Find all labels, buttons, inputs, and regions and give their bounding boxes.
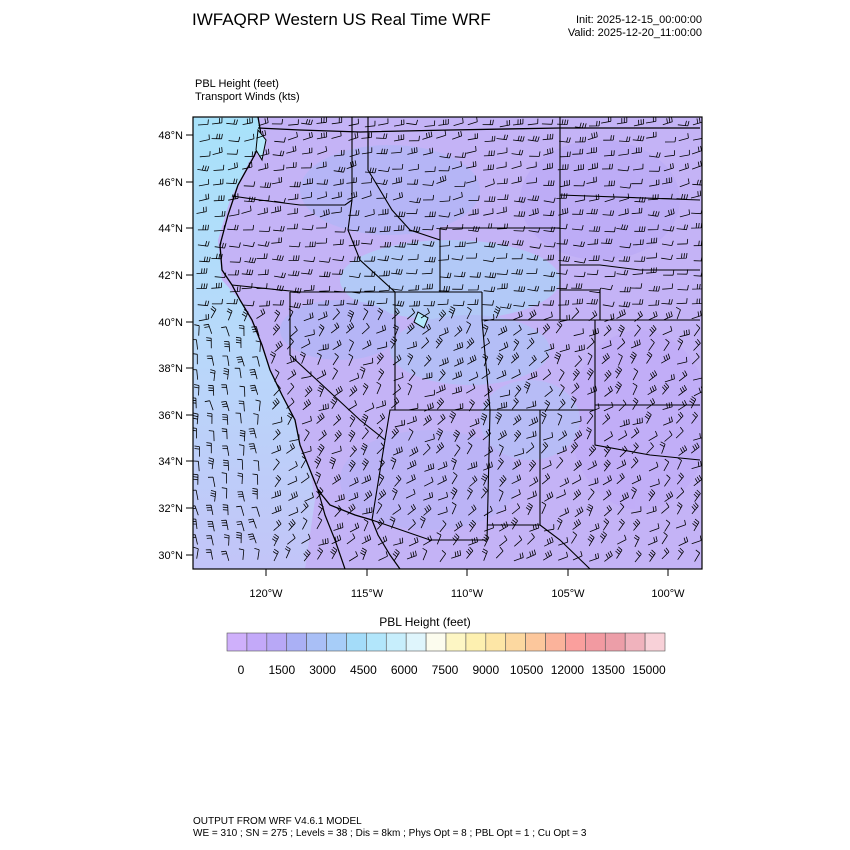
colorbar-swatch — [645, 633, 665, 651]
field-label-winds: Transport Winds (kts) — [195, 91, 300, 103]
colorbar-swatch — [227, 633, 247, 651]
lat-label: 38°N — [158, 363, 183, 375]
colorbar-swatch — [446, 633, 466, 651]
colorbar-swatch — [546, 633, 566, 651]
lat-axis — [158, 130, 193, 562]
lon-label: 105°W — [551, 588, 585, 600]
colorbar-tick-label: 6000 — [390, 663, 418, 677]
plot-title: IWFAQRP Western US Real Time WRF — [192, 10, 491, 29]
colorbar — [227, 633, 666, 677]
lon-axis — [249, 569, 685, 600]
colorbar-swatch — [406, 633, 426, 651]
lat-label: 32°N — [158, 503, 183, 515]
lat-label: 44°N — [158, 223, 183, 235]
colorbar-tick-label: 13500 — [591, 663, 625, 677]
colorbar-tick-label: 3000 — [309, 663, 336, 677]
colorbar-swatch — [366, 633, 386, 651]
colorbar-tick-label: 10500 — [509, 663, 544, 677]
map-panel — [190, 116, 710, 569]
footer-model: OUTPUT FROM WRF V4.6.1 MODEL — [193, 816, 362, 827]
lat-label: 30°N — [158, 550, 183, 562]
init-time: Init: 2025-12-15_00:00:00 — [576, 14, 702, 26]
lon-label: 115°W — [350, 588, 384, 600]
colorbar-swatch — [486, 633, 506, 651]
valid-time: Valid: 2025-12-20_11:00:00 — [567, 27, 702, 39]
colorbar-swatch — [506, 633, 526, 651]
lat-label: 36°N — [158, 410, 183, 422]
colorbar-swatch — [267, 633, 287, 651]
colorbar-tick-label: 12000 — [550, 663, 585, 677]
colorbar-tick-label: 9000 — [472, 663, 500, 677]
colorbar-swatch — [585, 633, 605, 651]
lon-label: 100°W — [651, 588, 685, 600]
colorbar-swatch — [565, 633, 585, 651]
colorbar-tick-label: 0 — [237, 663, 245, 677]
colorbar-title: PBL Height (feet) — [379, 615, 471, 629]
colorbar-swatch — [386, 633, 406, 651]
colorbar-swatch — [526, 633, 546, 651]
field-label-pbl: PBL Height (feet) — [195, 78, 279, 90]
colorbar-swatch — [346, 633, 366, 651]
colorbar-swatch — [625, 633, 645, 651]
lon-label: 120°W — [249, 588, 283, 600]
colorbar-swatch — [426, 633, 446, 651]
lat-label: 42°N — [158, 270, 183, 282]
colorbar-swatch — [466, 633, 486, 651]
colorbar-swatch — [247, 633, 267, 651]
colorbar-tick-label: 7500 — [431, 663, 459, 677]
colorbar-tick-label: 1500 — [268, 663, 296, 677]
footer-config: WE = 310 ; SN = 275 ; Levels = 38 ; Dis = 8km ; Phys Opt = 8 ; PBL Opt = 1 ; Cu Opt = 3 — [193, 828, 587, 839]
colorbar-tick-label: 4500 — [350, 663, 377, 677]
colorbar-swatch — [307, 633, 327, 651]
lat-label: 40°N — [158, 317, 183, 329]
lon-label: 110°W — [450, 588, 484, 600]
colorbar-swatch — [327, 633, 347, 651]
colorbar-swatch — [287, 633, 307, 651]
lat-label: 34°N — [158, 456, 183, 468]
lat-label: 46°N — [158, 177, 183, 189]
lat-label: 48°N — [158, 130, 183, 142]
colorbar-swatch — [605, 633, 625, 651]
colorbar-tick-label: 15000 — [632, 663, 666, 677]
